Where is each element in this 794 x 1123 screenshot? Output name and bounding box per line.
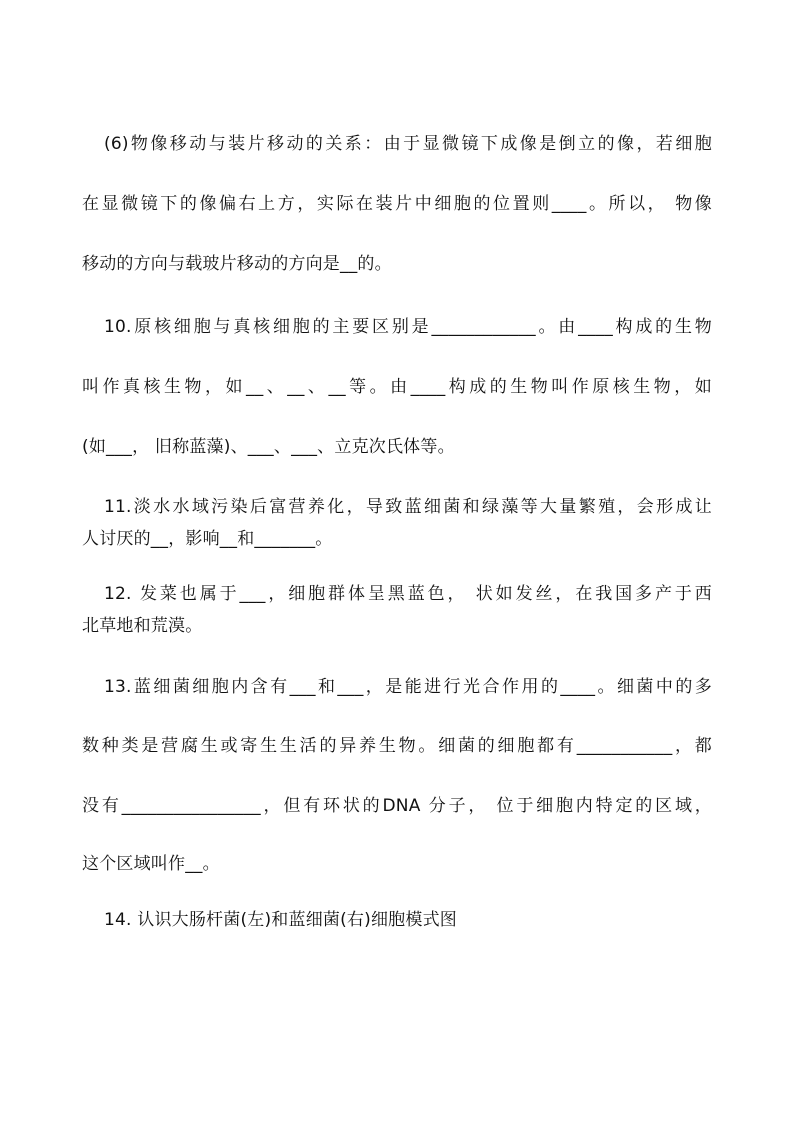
paragraph-6-line-1: (6)物像移动与装片移动的关系：由于显微镜下成像是倒立的像，若细胞 [104,134,712,154]
question-11-line-1: 11.淡水水域污染后富营养化，导致蓝细菌和绿藻等大量繁殖，会形成让 [104,497,712,517]
question-13-line-2: 数种类是营腐生或寄生生活的异养生物。细菌的细胞都有___________，都 [82,736,712,756]
question-10-line-3: (如___， 旧称蓝藻)、___、___、立克次氏体等。 [82,437,455,457]
paragraph-6-line-2: 在显微镜下的像偏右上方，实际在装片中细胞的位置则____。所以， 物像 [82,194,712,214]
question-14-line-1: 14. 认识大肠杆菌(左)和蓝细菌(右)细胞模式图 [104,910,457,930]
question-11-line-2: 人讨厌的__，影响__和_______。 [82,529,333,549]
paragraph-6-line-3: 移动的方向与载玻片移动的方向是__的。 [82,254,392,274]
question-10-line-2: 叫作真核生物，如__、__、__等。由____构成的生物叫作原核生物，如 [82,377,712,397]
question-13-line-3: 没有________________，但有环状的DNA 分子， 位于细胞内特定的区域， [82,796,712,816]
question-13-line-1: 13.蓝细菌细胞内含有___和___，是能进行光合作用的____。细菌中的多 [104,677,712,697]
question-10-line-1: 10.原核细胞与真核细胞的主要区别是____________。由____构成的生物 [104,317,712,337]
question-12-line-1: 12. 发菜也属于___，细胞群体呈黑蓝色， 状如发丝，在我国多产于西 [104,584,712,604]
question-12-line-2: 北草地和荒漠。 [82,616,203,636]
question-13-line-4: 这个区域叫作__。 [82,854,220,874]
